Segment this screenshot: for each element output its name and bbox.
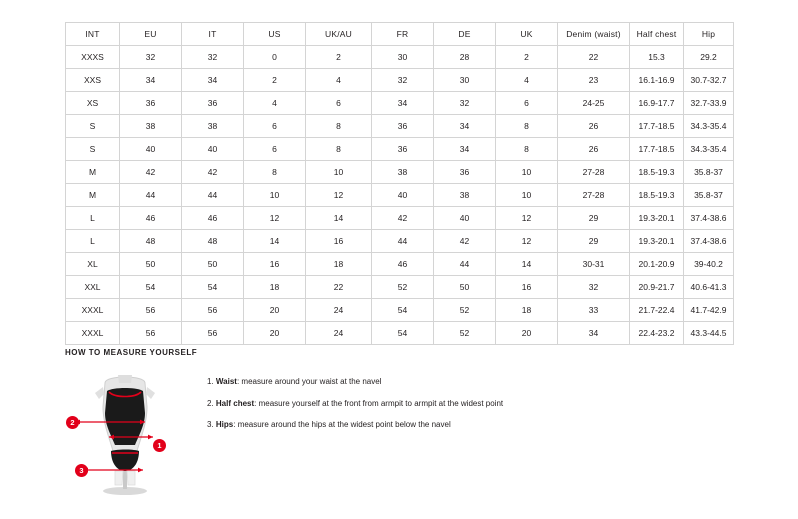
table-row (66, 92, 734, 115)
cell-half-chest: 15.3 (630, 46, 684, 69)
cell-hip: 41.7-42.9 (684, 299, 734, 322)
cell-uk-au: 2 (306, 46, 372, 69)
cell-fr: 42 (372, 207, 434, 230)
cell-uk: 18 (496, 299, 558, 322)
cell-hip: 35.8-37 (684, 184, 734, 207)
column-header-de: DE (434, 23, 496, 46)
cell-int: XXXS (66, 46, 120, 69)
cell-denim-waist: 26 (558, 138, 630, 161)
cell-hip: 39-40.2 (684, 253, 734, 276)
cell-denim-waist: 22 (558, 46, 630, 69)
cell-denim-waist: 27-28 (558, 161, 630, 184)
cell-eu: 56 (120, 299, 182, 322)
cell-int: XXXL (66, 322, 120, 345)
step-text: : measure around your waist at the navel (236, 377, 382, 386)
cell-eu: 38 (120, 115, 182, 138)
table-header-row (66, 23, 734, 46)
cell-us: 4 (244, 92, 306, 115)
cell-denim-waist: 24-25 (558, 92, 630, 115)
cell-uk-au: 6 (306, 92, 372, 115)
cell-half-chest: 18.5-19.3 (630, 184, 684, 207)
cell-de: 34 (434, 138, 496, 161)
cell-de: 42 (434, 230, 496, 253)
table-row (66, 299, 734, 322)
how-to-measure-title: HOW TO MEASURE YOURSELF (65, 348, 198, 357)
cell-hip: 34.3-35.4 (684, 115, 734, 138)
cell-uk: 12 (496, 207, 558, 230)
cell-int: XXL (66, 276, 120, 299)
table-row (66, 253, 734, 276)
column-header-uk-au: UK/AU (306, 23, 372, 46)
cell-it: 46 (182, 207, 244, 230)
size-chart-table (65, 22, 734, 345)
cell-uk: 12 (496, 230, 558, 253)
cell-de: 36 (434, 161, 496, 184)
cell-hip: 32.7-33.9 (684, 92, 734, 115)
cell-uk-au: 4 (306, 69, 372, 92)
column-header-denim-waist: Denim (waist) (558, 23, 630, 46)
cell-fr: 40 (372, 184, 434, 207)
cell-uk-au: 14 (306, 207, 372, 230)
cell-uk-au: 10 (306, 161, 372, 184)
cell-uk-au: 12 (306, 184, 372, 207)
table-row (66, 276, 734, 299)
cell-hip: 37.4-38.6 (684, 230, 734, 253)
cell-it: 54 (182, 276, 244, 299)
cell-half-chest: 20.9-21.7 (630, 276, 684, 299)
column-header-us: US (244, 23, 306, 46)
cell-fr: 38 (372, 161, 434, 184)
cell-int: S (66, 138, 120, 161)
cell-de: 52 (434, 322, 496, 345)
cell-eu: 46 (120, 207, 182, 230)
table-row (66, 230, 734, 253)
cell-it: 34 (182, 69, 244, 92)
cell-de: 50 (434, 276, 496, 299)
cell-it: 32 (182, 46, 244, 69)
table-row (66, 69, 734, 92)
cell-uk-au: 18 (306, 253, 372, 276)
cell-de: 34 (434, 115, 496, 138)
column-header-hip: Hip (684, 23, 734, 46)
cell-fr: 30 (372, 46, 434, 69)
table-row (66, 322, 734, 345)
cell-fr: 54 (372, 299, 434, 322)
cell-us: 0 (244, 46, 306, 69)
column-header-it: IT (182, 23, 244, 46)
cell-uk: 20 (496, 322, 558, 345)
cell-it: 42 (182, 161, 244, 184)
cell-fr: 54 (372, 322, 434, 345)
column-header-uk: UK (496, 23, 558, 46)
cell-de: 30 (434, 69, 496, 92)
cell-eu: 42 (120, 161, 182, 184)
cell-de: 32 (434, 92, 496, 115)
cell-fr: 44 (372, 230, 434, 253)
cell-denim-waist: 29 (558, 230, 630, 253)
step-term: Hips (215, 420, 234, 430)
cell-uk: 4 (496, 69, 558, 92)
cell-de: 38 (434, 184, 496, 207)
cell-eu: 54 (120, 276, 182, 299)
cell-de: 40 (434, 207, 496, 230)
cell-denim-waist: 34 (558, 322, 630, 345)
table-row (66, 207, 734, 230)
cell-fr: 36 (372, 138, 434, 161)
column-header-fr: FR (372, 23, 434, 46)
cell-hip: 40.6-41.3 (684, 276, 734, 299)
cell-half-chest: 16.1-16.9 (630, 69, 684, 92)
cell-int: M (66, 161, 120, 184)
cell-fr: 36 (372, 115, 434, 138)
cell-eu: 48 (120, 230, 182, 253)
cell-us: 6 (244, 115, 306, 138)
cell-half-chest: 17.7-18.5 (630, 115, 684, 138)
cell-half-chest: 22.4-23.2 (630, 322, 684, 345)
cell-us: 14 (244, 230, 306, 253)
cell-uk-au: 8 (306, 138, 372, 161)
cell-half-chest: 18.5-19.3 (630, 161, 684, 184)
cell-int: S (66, 115, 120, 138)
table-row (66, 184, 734, 207)
cell-int: XXXL (66, 299, 120, 322)
step-number: 1. (207, 377, 214, 386)
cell-int: XXS (66, 69, 120, 92)
cell-int: L (66, 230, 120, 253)
cell-us: 20 (244, 299, 306, 322)
step-term: Half chest (215, 398, 255, 408)
cell-hip: 37.4-38.6 (684, 207, 734, 230)
cell-uk-au: 24 (306, 322, 372, 345)
cell-denim-waist: 32 (558, 276, 630, 299)
mannequin-figure (65, 367, 185, 497)
cell-us: 12 (244, 207, 306, 230)
cell-us: 10 (244, 184, 306, 207)
marker-2-half-chest: 2 (66, 416, 79, 429)
table-row (66, 161, 734, 184)
column-header-eu: EU (120, 23, 182, 46)
cell-half-chest: 20.1-20.9 (630, 253, 684, 276)
cell-uk-au: 16 (306, 230, 372, 253)
cell-uk: 14 (496, 253, 558, 276)
cell-uk: 2 (496, 46, 558, 69)
cell-de: 52 (434, 299, 496, 322)
cell-uk: 6 (496, 92, 558, 115)
measure-step-waist (207, 377, 503, 387)
cell-de: 28 (434, 46, 496, 69)
cell-hip: 29.2 (684, 46, 734, 69)
cell-fr: 46 (372, 253, 434, 276)
mannequin-illustration-icon (65, 367, 185, 497)
cell-half-chest: 17.7-18.5 (630, 138, 684, 161)
cell-eu: 56 (120, 322, 182, 345)
cell-half-chest: 21.7-22.4 (630, 299, 684, 322)
measure-step-half-chest (207, 399, 503, 409)
cell-int: XS (66, 92, 120, 115)
cell-denim-waist: 30-31 (558, 253, 630, 276)
cell-uk-au: 22 (306, 276, 372, 299)
cell-uk: 8 (496, 115, 558, 138)
cell-eu: 32 (120, 46, 182, 69)
cell-int: L (66, 207, 120, 230)
cell-uk: 10 (496, 161, 558, 184)
marker-1-waist: 1 (153, 439, 166, 452)
cell-uk-au: 8 (306, 115, 372, 138)
cell-hip: 30.7-32.7 (684, 69, 734, 92)
cell-it: 50 (182, 253, 244, 276)
cell-denim-waist: 23 (558, 69, 630, 92)
cell-uk: 8 (496, 138, 558, 161)
cell-us: 6 (244, 138, 306, 161)
cell-eu: 44 (120, 184, 182, 207)
step-text: : measure yourself at the front from armpit to armpit at the widest point (254, 398, 504, 408)
cell-denim-waist: 26 (558, 115, 630, 138)
cell-it: 44 (182, 184, 244, 207)
cell-fr: 34 (372, 92, 434, 115)
cell-it: 56 (182, 299, 244, 322)
cell-it: 56 (182, 322, 244, 345)
step-text: : measure around the hips at the widest point below the navel (233, 420, 451, 430)
table-row (66, 46, 734, 69)
table-row (66, 115, 734, 138)
cell-us: 20 (244, 322, 306, 345)
cell-eu: 36 (120, 92, 182, 115)
cell-hip: 34.3-35.4 (684, 138, 734, 161)
cell-denim-waist: 27-28 (558, 184, 630, 207)
cell-us: 18 (244, 276, 306, 299)
cell-us: 2 (244, 69, 306, 92)
cell-eu: 50 (120, 253, 182, 276)
table-row (66, 138, 734, 161)
how-to-measure-section (65, 348, 735, 497)
measure-steps-list (207, 367, 503, 442)
column-header-half-chest: Half chest (630, 23, 684, 46)
step-number: 3. (207, 420, 214, 430)
cell-fr: 32 (372, 69, 434, 92)
cell-fr: 52 (372, 276, 434, 299)
step-number: 2. (207, 398, 214, 408)
cell-hip: 43.3-44.5 (684, 322, 734, 345)
cell-uk-au: 24 (306, 299, 372, 322)
cell-us: 8 (244, 161, 306, 184)
measure-step-hips (207, 420, 503, 430)
cell-it: 38 (182, 115, 244, 138)
cell-eu: 40 (120, 138, 182, 161)
cell-half-chest: 19.3-20.1 (630, 230, 684, 253)
cell-int: XL (66, 253, 120, 276)
how-to-measure-body (65, 367, 735, 497)
cell-us: 16 (244, 253, 306, 276)
cell-hip: 35.8-37 (684, 161, 734, 184)
cell-eu: 34 (120, 69, 182, 92)
cell-int: M (66, 184, 120, 207)
cell-it: 48 (182, 230, 244, 253)
column-header-int: INT (66, 23, 120, 46)
cell-it: 40 (182, 138, 244, 161)
cell-uk: 16 (496, 276, 558, 299)
step-term: Waist (215, 377, 237, 386)
cell-de: 44 (434, 253, 496, 276)
cell-half-chest: 16.9-17.7 (630, 92, 684, 115)
cell-half-chest: 19.3-20.1 (630, 207, 684, 230)
marker-3-hips: 3 (75, 464, 88, 477)
size-chart-table-wrapper (65, 22, 733, 345)
cell-uk: 10 (496, 184, 558, 207)
cell-it: 36 (182, 92, 244, 115)
cell-denim-waist: 29 (558, 207, 630, 230)
cell-denim-waist: 33 (558, 299, 630, 322)
